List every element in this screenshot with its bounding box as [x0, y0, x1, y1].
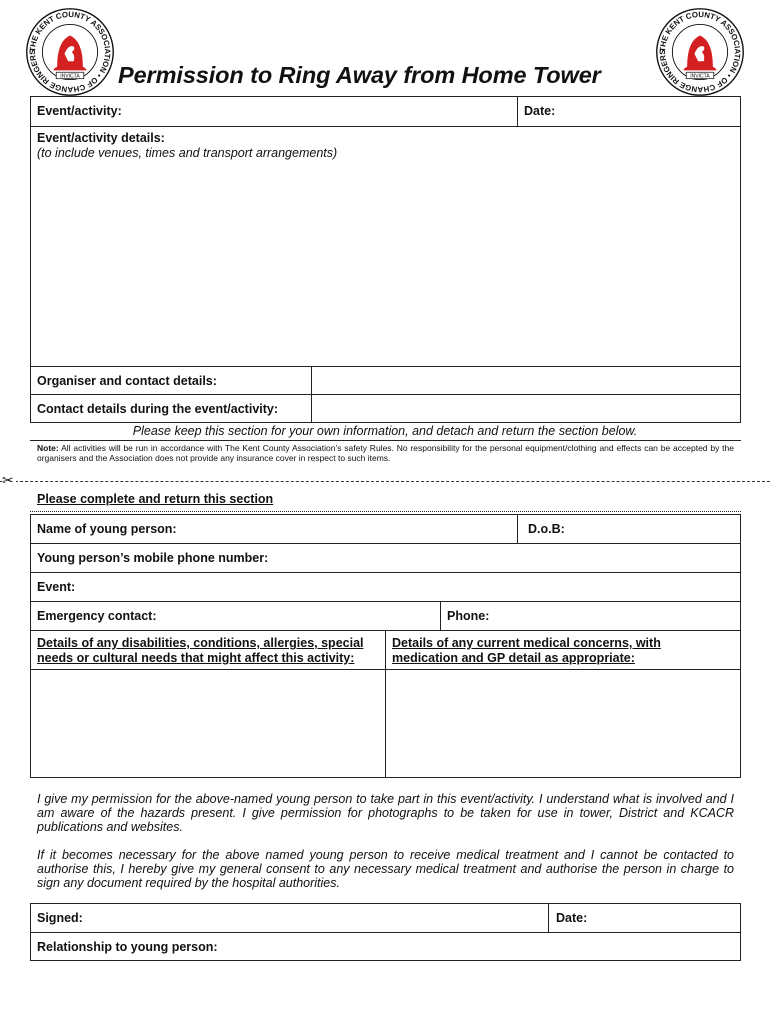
permission-statement: I give my permission for the above-named young person to take part in this event/activity. I understand what is involved and I am aware of the hazards present. I give permission for photographs to be taken for use in tower, District and KCACR publications and websites.	[37, 792, 734, 834]
mobile-number-label: Young person’s mobile phone number:	[37, 551, 269, 565]
scissors-icon: ✂	[2, 472, 14, 488]
logo-ring-text: THE KENT COUNTY ASSOCIATION • OF CHANGE RINGERS	[27, 9, 113, 94]
page-title: Permission to Ring Away from Home Tower	[118, 62, 601, 88]
date-label: Date:	[524, 104, 556, 118]
dob-label: D.o.B:	[528, 522, 565, 536]
medical-concerns-label: Details of any current medical concerns, with medication and GP detail as appropriate:	[392, 636, 661, 665]
logo-motto: INVICTA	[690, 73, 710, 80]
signature-date-field[interactable]	[597, 905, 737, 930]
young-person-name-field[interactable]	[188, 516, 513, 541]
safety-note: Note: All activities will be run in accordance with The Kent County Association’s safety Rules. No responsibility for the personal equipment/clothing and effects can be accepted by the organisers and the Association does not provide any insurance cover in respect to such items.	[37, 443, 734, 463]
return-section-heading: Please complete and return this section	[37, 492, 274, 506]
medical-concerns-field[interactable]	[389, 672, 737, 774]
logo-motto: INVICTA	[60, 73, 80, 80]
dob-field[interactable]	[575, 516, 737, 541]
mobile-number-field[interactable]	[285, 545, 737, 570]
organiser-label: Organiser and contact details:	[37, 374, 217, 388]
signature-date-label: Date:	[556, 911, 588, 925]
kcacr-logo-right	[654, 6, 746, 98]
disabilities-field[interactable]	[34, 672, 381, 774]
event-field[interactable]	[82, 574, 737, 599]
keep-instruction: Please keep this section for your own information, and detach and return the section below.	[132, 424, 638, 438]
kcacr-logo-left	[24, 6, 116, 98]
event-details-label: Event/activity details:	[37, 131, 165, 145]
young-person-name-label: Name of young person:	[37, 522, 177, 536]
signed-label: Signed:	[37, 911, 83, 925]
organiser-field[interactable]	[315, 368, 737, 392]
signature-field[interactable]	[92, 905, 544, 930]
event-details-field[interactable]	[34, 164, 737, 362]
cut-line	[0, 481, 770, 482]
event-details-hint: (to include venues, times and transport arrangements)	[37, 146, 338, 160]
relationship-label: Relationship to young person:	[37, 940, 218, 954]
emergency-contact-field[interactable]	[165, 603, 436, 628]
phone-field[interactable]	[496, 603, 737, 628]
event-label: Event:	[37, 580, 76, 594]
medical-consent-statement: If it becomes necessary for the above named young person to receive medical treatment and I cannot be contacted to authorise this, I hereby give my general consent to any necessary medical treatment and authorise the person in charge to sign any document required by the hospital authorities.	[37, 848, 734, 890]
event-activity-label: Event/activity:	[37, 104, 122, 118]
phone-label: Phone:	[447, 609, 490, 623]
event-activity-field[interactable]	[140, 98, 512, 124]
logo-ring-text: THE KENT COUNTY ASSOCIATION • OF CHANGE RINGERS	[657, 9, 743, 94]
contact-during-label: Contact details during the event/activity:	[37, 402, 279, 416]
relationship-field[interactable]	[232, 934, 737, 959]
disabilities-label: Details of any disabilities, conditions, allergies, special needs or cultural needs that might affect this activity:	[37, 636, 364, 665]
emergency-contact-label: Emergency contact:	[37, 609, 157, 623]
date-field[interactable]	[565, 98, 737, 124]
contact-during-field[interactable]	[315, 396, 737, 420]
